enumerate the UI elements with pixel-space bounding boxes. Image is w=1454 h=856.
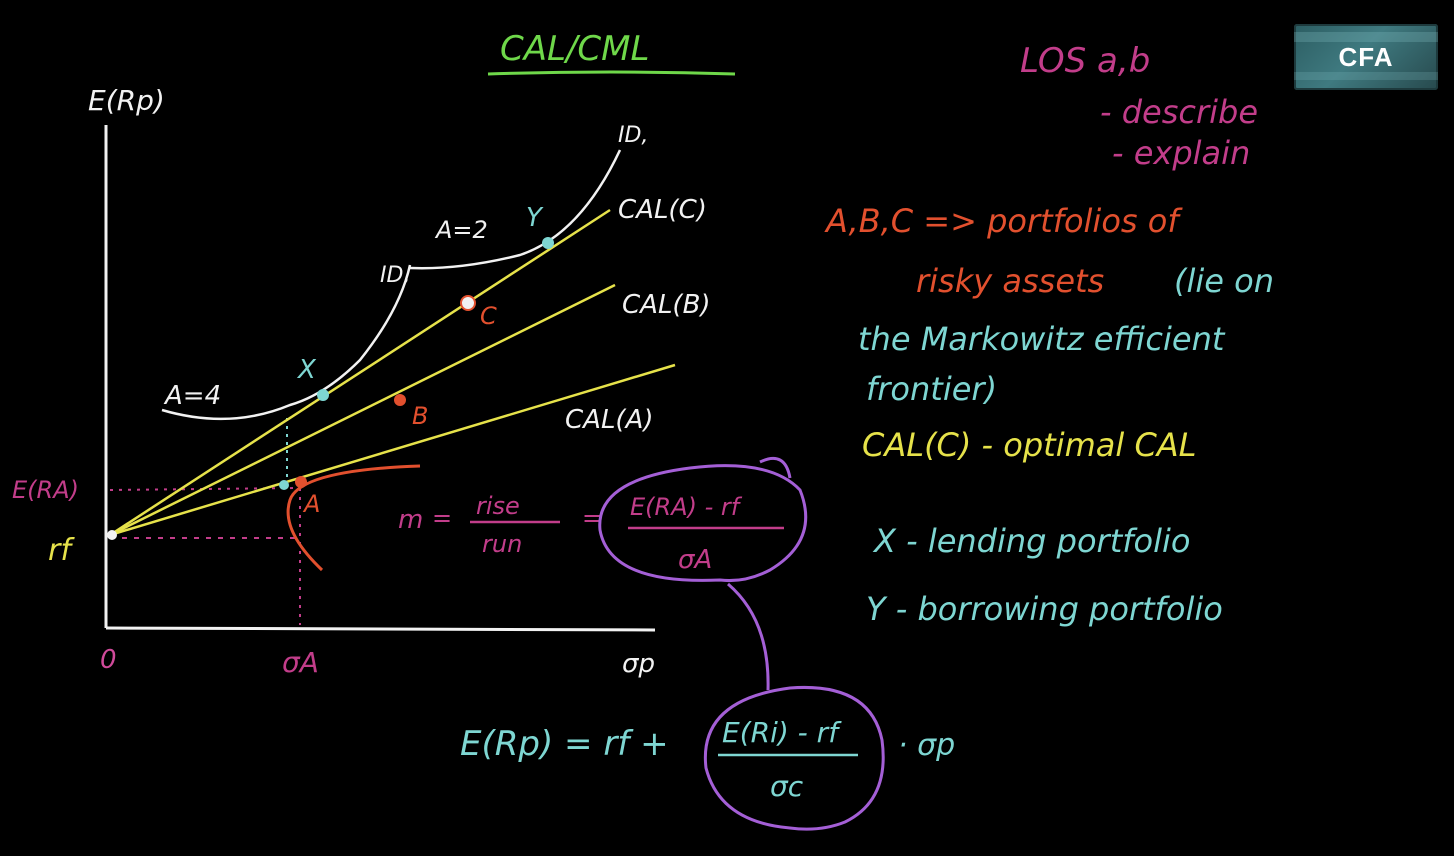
slope-m: m — [398, 505, 424, 535]
highlight-circle-formula — [705, 687, 883, 829]
indiff-low-label: A=4 — [165, 381, 222, 411]
point-x-projection — [279, 480, 289, 490]
note-borrowing: Y - borrowing portfolio — [866, 590, 1223, 628]
cal-c-label: CAL(C) — [618, 195, 707, 225]
sigma-a-label: σA — [282, 646, 319, 679]
origin-label: 0 — [100, 645, 117, 675]
point-b — [394, 394, 406, 406]
cal-a-label: CAL(A) — [565, 405, 654, 435]
slope-den: σA — [678, 545, 713, 575]
era-label: E(RA) — [12, 476, 79, 504]
point-rf — [107, 530, 117, 540]
slope-num: E(RA) - rf — [630, 493, 740, 521]
point-y — [542, 237, 554, 249]
x-axis-label: σp — [622, 649, 655, 679]
note-explain: - explain — [1112, 134, 1251, 172]
formula-den: σc — [770, 770, 804, 803]
label-y: Y — [526, 203, 542, 233]
note-lending: X - lending portfolio — [874, 522, 1191, 560]
cfa-logo — [1294, 24, 1438, 90]
label-c: C — [480, 302, 497, 330]
rf-label: rf — [48, 533, 71, 568]
title-underline — [488, 72, 735, 74]
label-x: X — [298, 355, 316, 385]
cfa-logo-text: CFA — [1338, 41, 1394, 72]
point-x — [317, 389, 329, 401]
slope-eq2: = — [582, 504, 603, 532]
note-abc-4: the Markowitz efficient — [858, 320, 1225, 358]
note-abc-2: risky assets — [916, 262, 1105, 300]
slope-rise: rise — [476, 492, 520, 520]
indifference-curve-a2 — [410, 150, 620, 268]
indiff-high-label: A=2 — [436, 216, 488, 244]
x-axis — [106, 628, 655, 630]
slope-eq: = — [432, 504, 453, 532]
label-a: A — [304, 490, 321, 518]
slope-run: run — [482, 530, 523, 558]
formula-lhs: E(Rp) = rf + — [460, 724, 669, 764]
highlight-connector — [728, 584, 768, 690]
cal-c-line — [110, 210, 610, 535]
note-describe: - describe — [1100, 93, 1259, 131]
y-axis-label: E(Rp) — [88, 84, 165, 117]
title-text: CAL/CML — [500, 29, 650, 69]
formula-num: E(Ri) - rf — [722, 716, 839, 749]
cal-b-label: CAL(B) — [622, 290, 711, 320]
note-optimal: CAL(C) - optimal CAL — [862, 426, 1197, 464]
note-abc-3: (lie on — [1174, 262, 1274, 300]
label-b: B — [412, 402, 429, 430]
id-label-high: ID, — [618, 123, 649, 148]
point-a — [295, 476, 307, 488]
note-abc-5: frontier) — [866, 370, 998, 408]
point-c — [461, 296, 475, 310]
note-abc-1: A,B,C => portfolios of — [826, 202, 1179, 240]
note-los: LOS a,b — [1020, 41, 1151, 81]
formula-tail: · σp — [898, 728, 956, 763]
id-label-low: ID, — [380, 263, 411, 288]
